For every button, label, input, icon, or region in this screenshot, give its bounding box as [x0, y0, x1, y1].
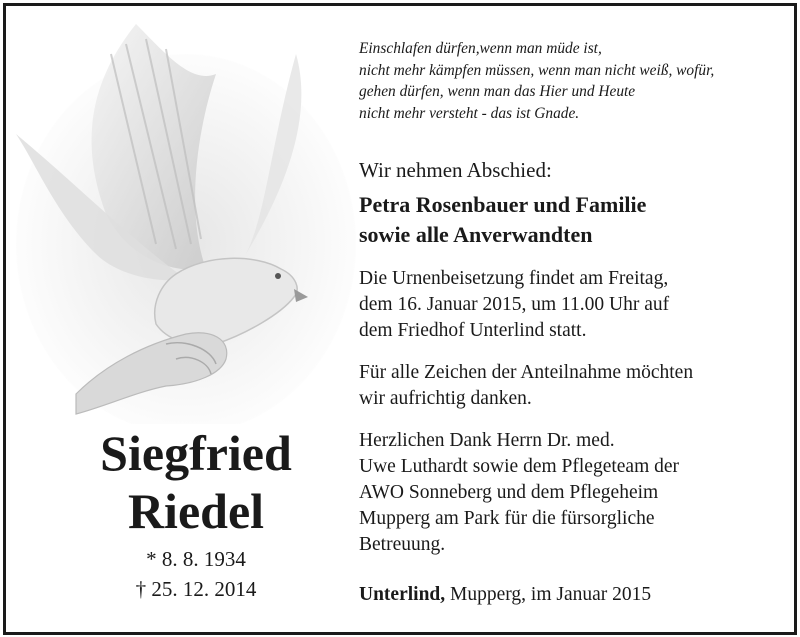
- deceased-name: [46, 424, 346, 540]
- poem: [359, 38, 789, 124]
- closing-place: Unterlind,: [359, 584, 446, 605]
- text-column: [359, 38, 789, 605]
- mourners-line: Petra Rosenbauer und Familie: [359, 192, 647, 217]
- poem-line: nicht mehr versteht - das ist Gnade.: [359, 104, 580, 122]
- closing-line: [359, 582, 651, 608]
- farewell-lead: Wir nehmen Abschied:: [359, 158, 552, 182]
- special-thanks-line: Herzlichen Dank Herrn Dr. med.: [359, 430, 615, 451]
- mourners-line: sowie alle Anverwandten: [359, 222, 593, 247]
- special-thanks-line: Mupperg am Park für die fürsorgliche: [359, 508, 655, 529]
- funeral-line: dem 16. Januar 2015, um 11.00 Uhr auf: [359, 294, 670, 315]
- closing-rest: Mupperg, im Januar 2015: [445, 584, 652, 605]
- poem-line: Einschlafen dürfen,wenn man müde ist,: [359, 40, 602, 57]
- birth-date: * 8. 8. 1934: [146, 547, 246, 571]
- special-thanks-line: AWO Sonneberg und dem Pflegeheim: [359, 482, 659, 503]
- dove-hands-icon: [16, 14, 356, 424]
- special-thanks-line: Betreuung.: [359, 534, 446, 555]
- funeral-info: [359, 266, 669, 344]
- notice-frame: [3, 3, 797, 635]
- thanks-line: wir aufrichtig danken.: [359, 388, 532, 409]
- special-thanks-paragraph: [359, 428, 679, 558]
- death-date: † 25. 12. 2014: [135, 577, 257, 601]
- funeral-line: Die Urnenbeisetzung findet am Freitag,: [359, 268, 669, 289]
- last-name: Riedel: [127, 483, 265, 539]
- first-name: Siegfried: [100, 425, 292, 481]
- special-thanks-line: Uwe Luthardt sowie dem Pflegeteam der: [359, 456, 680, 477]
- poem-line: gehen dürfen, wenn man das Hier und Heute: [359, 83, 636, 100]
- mourners: [359, 190, 646, 250]
- poem-line: nicht mehr kämpfen müssen, wenn man nicht weiß, wofür,: [359, 61, 715, 79]
- thanks-line: Für alle Zeichen der Anteilnahme möchten: [359, 362, 694, 383]
- thanks-paragraph: [359, 360, 693, 412]
- funeral-line: dem Friedhof Unterlind statt.: [359, 320, 587, 341]
- life-dates: [46, 544, 346, 604]
